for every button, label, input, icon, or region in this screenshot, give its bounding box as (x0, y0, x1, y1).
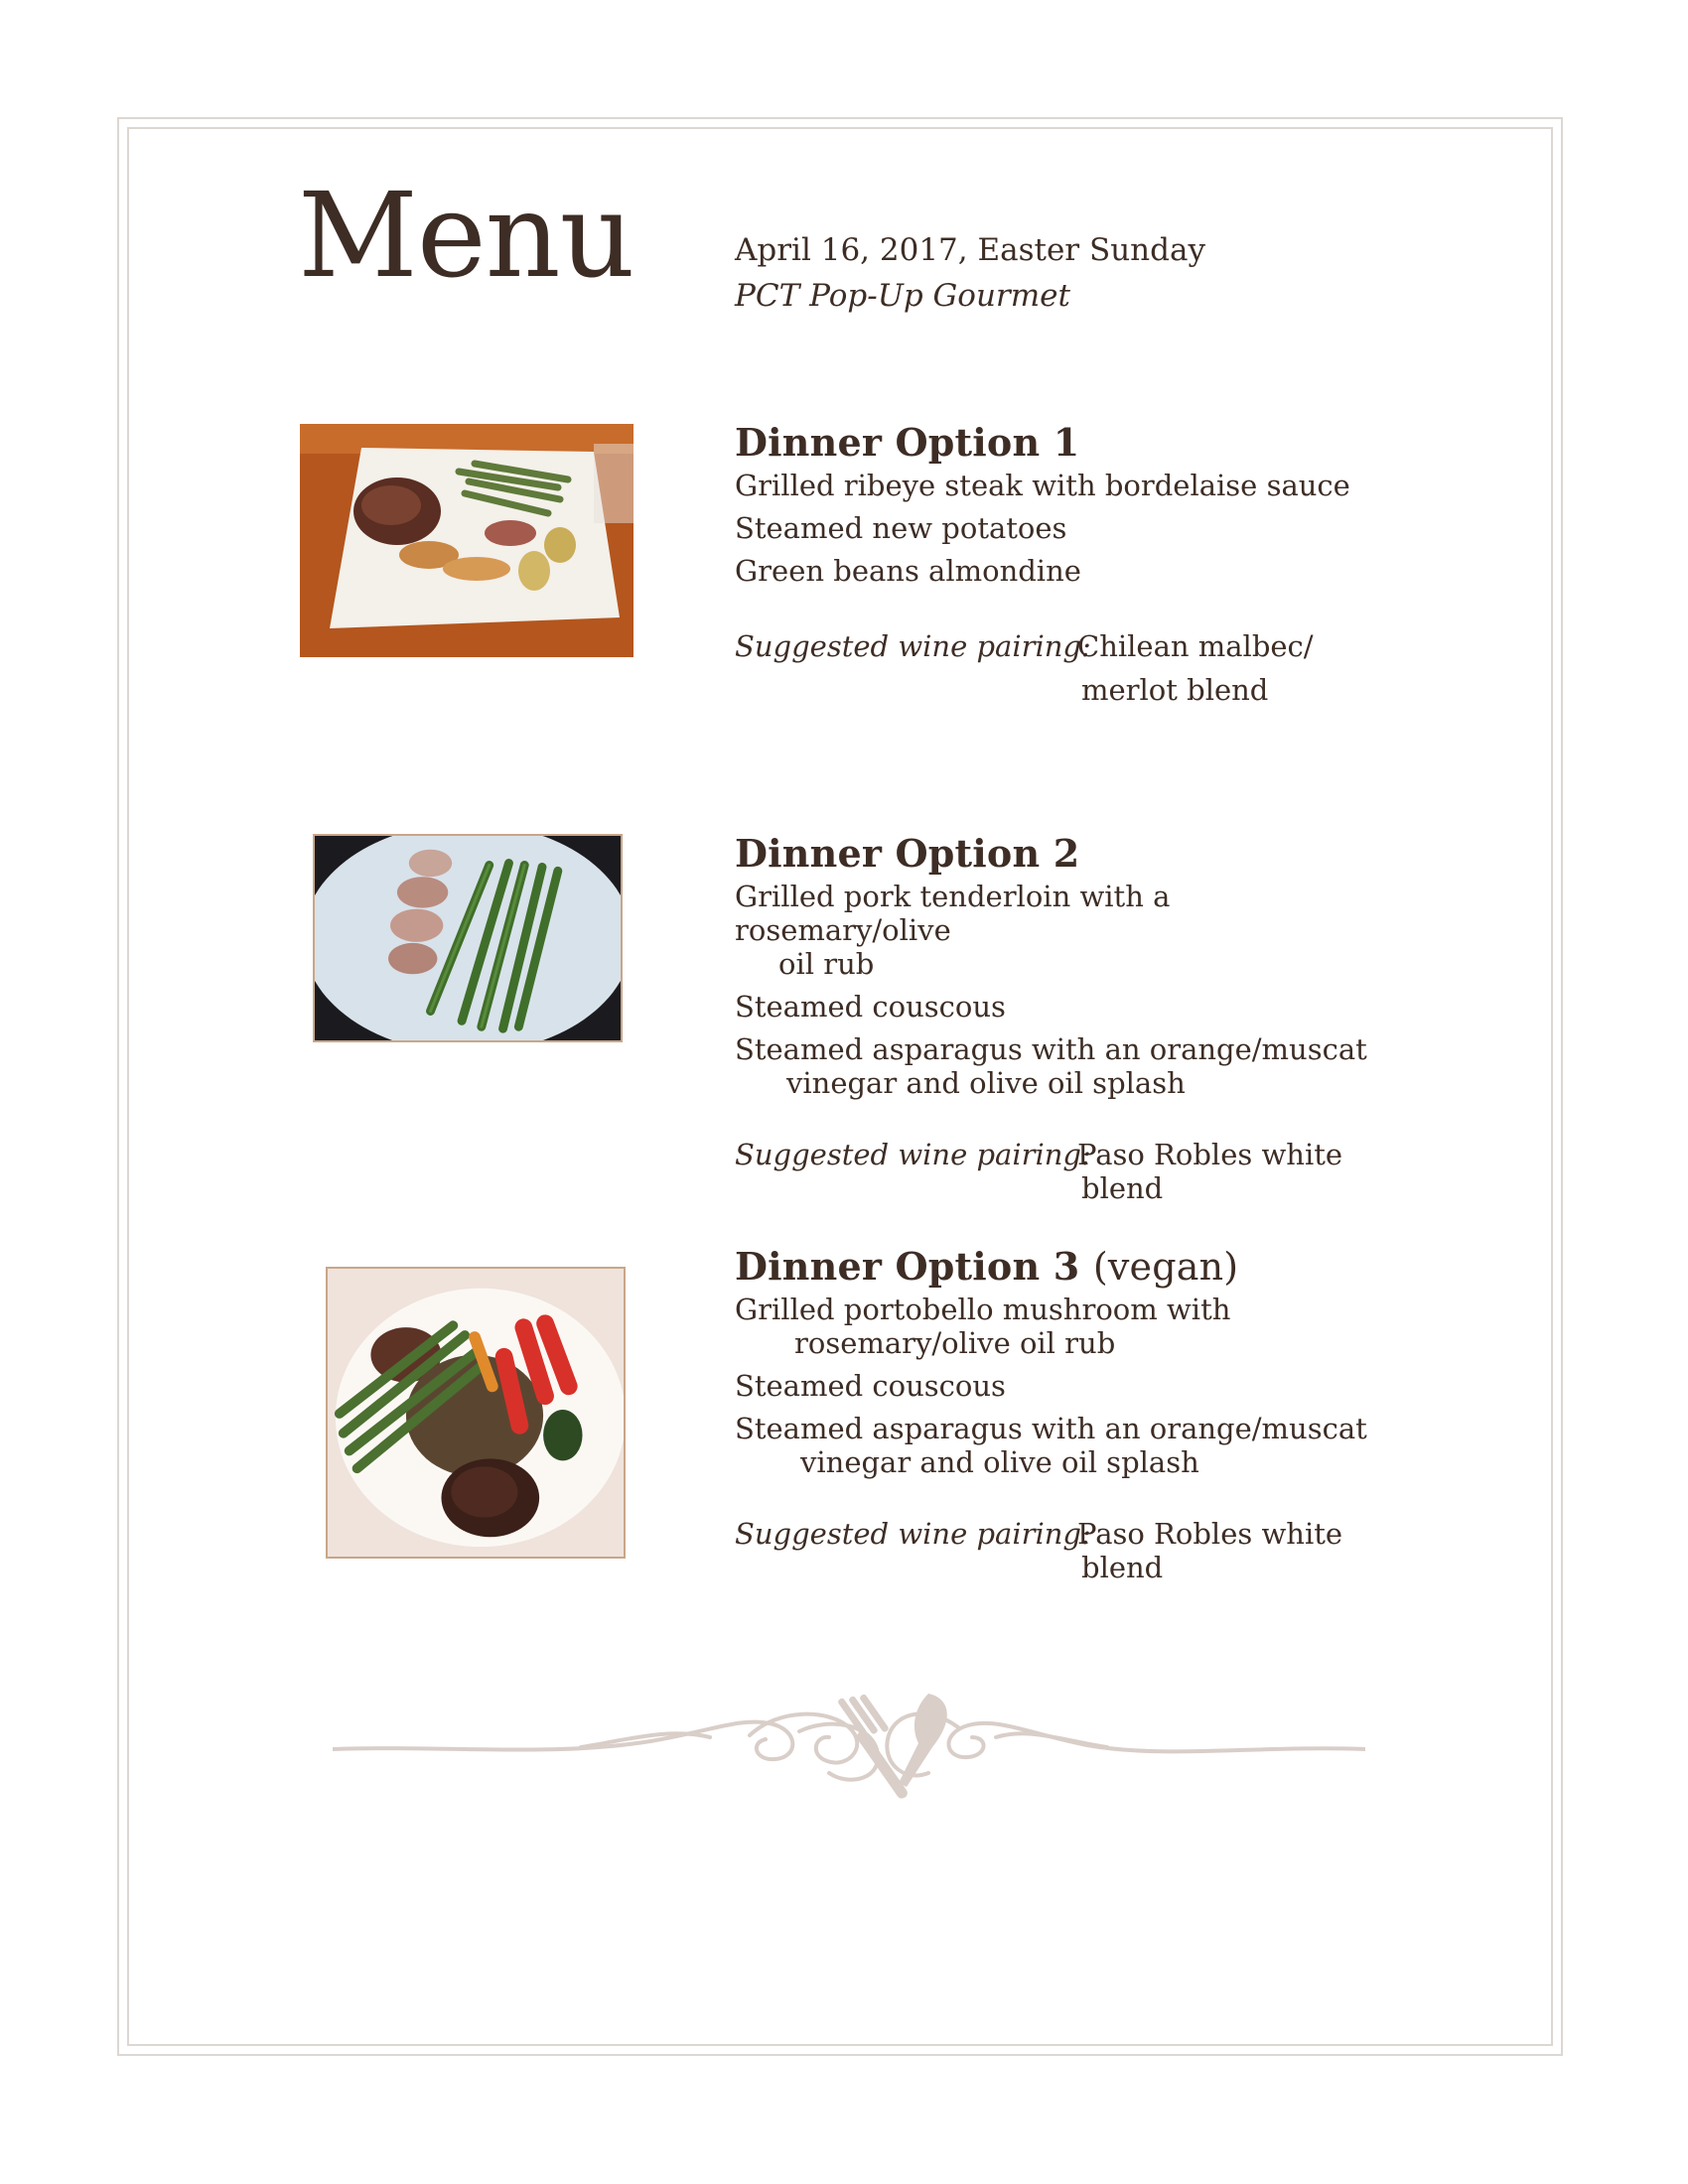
wine-pairing (735, 1517, 1370, 1584)
dish-line-continued: oil rub (778, 947, 875, 981)
wine-pairing-label: Suggested wine pairing: (735, 1517, 1091, 1551)
wine-line-1: Chilean malbec/ (1077, 629, 1314, 663)
dish-line: Grilled pork tenderloin with a rosemary/olive (735, 880, 1171, 947)
wine-line-2: merlot blend (1081, 673, 1269, 707)
dish-item (735, 511, 1370, 545)
dish-item (735, 469, 1370, 502)
wine-line-1: Paso Robles white (1077, 1517, 1343, 1551)
fork-knife-flourish-icon (333, 1688, 1365, 1807)
option-heading-suffix: (vegan) (1092, 1245, 1239, 1289)
option-heading-text: Dinner Option 1 (735, 420, 1080, 465)
steak-plate-photo (300, 424, 633, 657)
dish-item (735, 554, 1370, 588)
pork-asparagus-plate-photo (313, 834, 623, 1042)
dish-line: Steamed asparagus with an orange/muscat (735, 1032, 1367, 1066)
option-heading (735, 420, 1370, 465)
dinner-option-1 (735, 420, 1370, 707)
wine-pairing-value (1077, 1138, 1375, 1205)
dinner-option-2 (735, 831, 1370, 1205)
wine-pairing (735, 1138, 1370, 1205)
event-date: April 16, 2017, Easter Sunday (735, 232, 1205, 268)
dish-item (735, 990, 1370, 1024)
dish-line: Steamed couscous (735, 990, 1006, 1024)
wine-line-2: blend (1081, 1171, 1164, 1205)
option-heading-text: Dinner Option 2 (735, 831, 1080, 876)
dish-line: Grilled ribeye steak with bordelaise sauce (735, 469, 1350, 502)
wine-pairing (735, 629, 1370, 707)
wine-pairing-value (1077, 629, 1375, 707)
wine-line-1: Paso Robles white (1077, 1138, 1343, 1171)
dish-item (735, 880, 1370, 981)
option-heading (735, 831, 1370, 876)
dish-line: Steamed asparagus with an orange/muscat (735, 1412, 1367, 1445)
dish-line: Grilled portobello mushroom with (735, 1293, 1231, 1326)
dish-line-continued: rosemary/olive oil rub (794, 1326, 1116, 1360)
mushroom-vegetable-plate-photo (326, 1267, 626, 1559)
dish-item (735, 1412, 1370, 1479)
dish-line: Steamed couscous (735, 1369, 1006, 1403)
wine-pairing-label: Suggested wine pairing: (735, 1138, 1091, 1171)
wine-pairing-label: Suggested wine pairing: (735, 629, 1091, 663)
event-host: PCT Pop-Up Gourmet (735, 278, 1070, 314)
option-heading (735, 1244, 1370, 1289)
menu-title: Menu (298, 167, 634, 304)
dish-line: Green beans almondine (735, 554, 1081, 588)
wine-line-2: blend (1081, 1551, 1164, 1584)
wine-pairing-value (1077, 1517, 1375, 1584)
dish-line: Steamed new potatoes (735, 511, 1067, 545)
option-heading-text: Dinner Option 3 (735, 1244, 1080, 1289)
dish-line-continued: vinegar and olive oil splash (786, 1066, 1186, 1100)
dish-item (735, 1369, 1370, 1403)
dish-item (735, 1032, 1370, 1100)
dish-item (735, 1293, 1370, 1360)
dinner-option-3 (735, 1244, 1370, 1584)
dish-line-continued: vinegar and olive oil splash (800, 1445, 1199, 1479)
